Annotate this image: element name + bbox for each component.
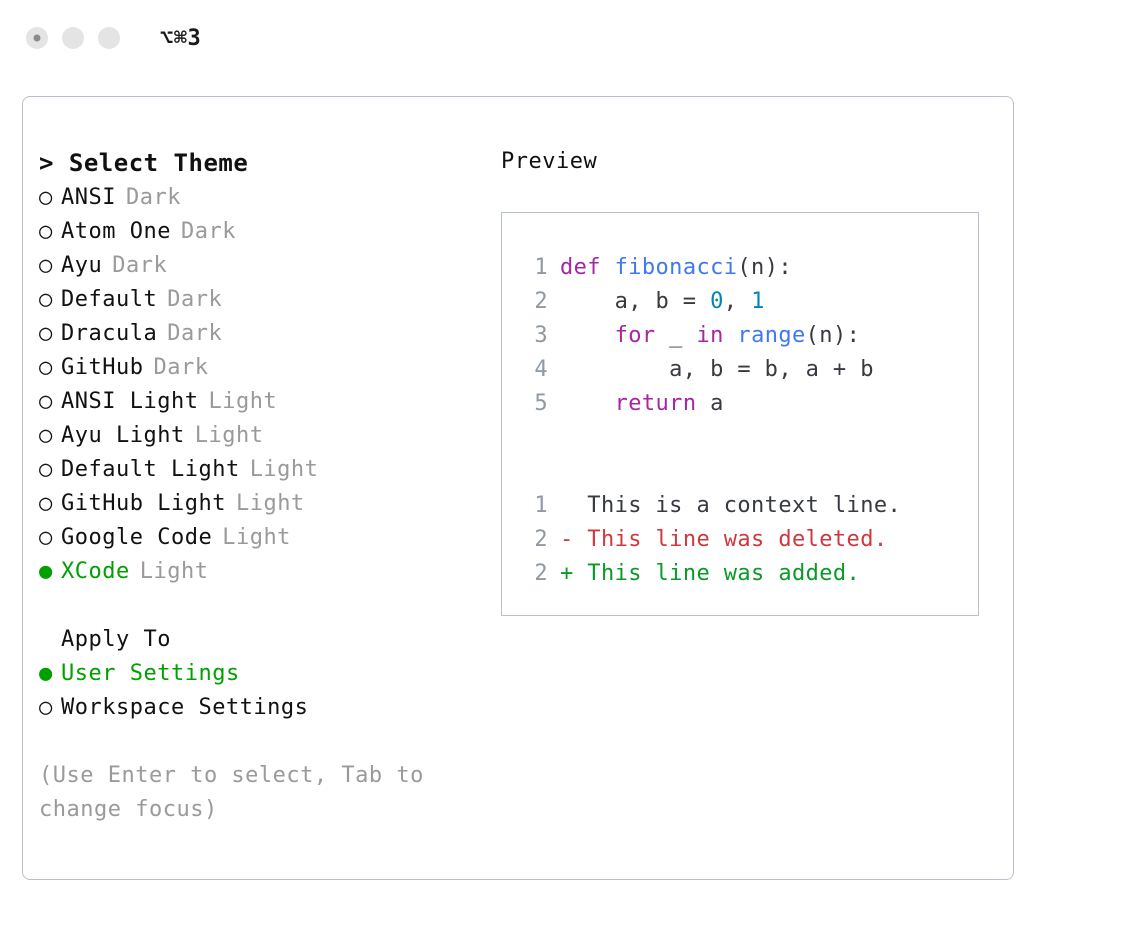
diff-line-added: [520, 557, 978, 591]
diff-text: This line was deleted.: [587, 527, 888, 552]
radio-icon[interactable]: ○: [39, 355, 53, 380]
theme-name: ANSI: [61, 185, 116, 210]
radio-icon[interactable]: ○: [39, 525, 53, 550]
theme-name: Google Code: [61, 525, 213, 550]
theme-variant: Light: [249, 457, 319, 482]
theme-list-item[interactable]: [39, 525, 479, 559]
theme-list-item[interactable]: [39, 287, 479, 321]
line-number: 1: [534, 255, 548, 280]
line-number: 4: [534, 357, 548, 382]
radio-icon[interactable]: ○: [39, 253, 53, 278]
theme-variant: Light: [222, 525, 291, 550]
keyboard-shortcut-label: ⌥⌘3: [160, 25, 202, 51]
theme-list-item[interactable]: [39, 321, 479, 355]
theme-variant: Light: [235, 491, 305, 516]
code-token: a: [696, 391, 724, 416]
theme-name: ANSI Light: [61, 389, 199, 414]
code-token: a, b = b, a + b: [560, 357, 874, 382]
preview-box: [501, 212, 979, 616]
blank-line: [520, 421, 978, 455]
theme-variant: Light: [194, 423, 264, 448]
diff-line-deleted: [520, 523, 978, 557]
theme-name: Atom One: [61, 219, 171, 244]
radio-icon[interactable]: ○: [39, 287, 53, 312]
code-token: 0: [710, 289, 724, 314]
title-bar: [0, 0, 1140, 76]
theme-name: Ayu: [61, 253, 103, 278]
line-number: 5: [534, 391, 548, 416]
theme-name: Default Light: [61, 457, 240, 482]
code-line: [520, 387, 978, 421]
code-line: [520, 319, 978, 353]
preview-title: Preview: [501, 149, 598, 174]
code-token: for: [614, 323, 656, 348]
apply-option-label: Workspace Settings: [61, 695, 309, 720]
code-token: fibonacci: [614, 255, 738, 280]
code-token: (n):: [737, 255, 792, 280]
theme-name: GitHub Light: [61, 491, 226, 516]
theme-name: Default: [61, 287, 158, 312]
window-minimize-dot[interactable]: [62, 27, 84, 49]
theme-name: Dracula: [61, 321, 158, 346]
theme-name: GitHub: [61, 355, 144, 380]
radio-icon[interactable]: ○: [39, 219, 53, 244]
code-token: in: [696, 323, 724, 348]
radio-icon[interactable]: ○: [39, 389, 53, 414]
code-token: (n):: [805, 323, 861, 348]
diff-marker: -: [560, 527, 588, 552]
radio-icon[interactable]: ●: [39, 661, 53, 686]
code-token: a, b =: [560, 289, 711, 314]
keyboard-hint: (Use Enter to select, Tab to change focus): [39, 763, 424, 822]
apply-option-workspace-settings[interactable]: [39, 695, 479, 729]
theme-list-item[interactable]: [39, 423, 479, 457]
diff-marker: +: [560, 561, 588, 586]
theme-list-item[interactable]: [39, 219, 479, 253]
radio-icon[interactable]: ○: [39, 185, 53, 210]
line-number: 2: [534, 527, 548, 552]
window-close-dot[interactable]: [26, 27, 48, 49]
theme-variant: Light: [208, 389, 278, 414]
spacer: [39, 593, 479, 627]
line-number: 2: [534, 289, 548, 314]
preview-column: [501, 149, 991, 616]
radio-icon[interactable]: ○: [39, 321, 53, 346]
code-line: [520, 285, 978, 319]
theme-list-item-selected[interactable]: [39, 559, 479, 593]
diff-text: This is a context line.: [587, 493, 902, 518]
diff-text: This line was added.: [587, 561, 861, 586]
diff-marker: [560, 489, 587, 523]
apply-to-options[interactable]: [39, 661, 479, 729]
theme-name: XCode: [61, 559, 130, 584]
code-token: [724, 319, 738, 353]
main-panel: [22, 96, 1014, 880]
theme-list[interactable]: [39, 185, 479, 593]
apply-option-user-settings[interactable]: [39, 661, 479, 695]
diff-line-context: [520, 489, 978, 523]
theme-variant: Dark: [153, 355, 209, 380]
line-number: 1: [534, 493, 548, 518]
code-token: def: [560, 255, 615, 280]
theme-variant: Dark: [125, 185, 181, 210]
theme-list-item[interactable]: [39, 185, 479, 219]
theme-selection-column: [39, 149, 479, 827]
apply-option-label: User Settings: [61, 661, 240, 686]
theme-name: Ayu Light: [61, 423, 185, 448]
radio-icon[interactable]: ○: [39, 423, 53, 448]
page-title: > Select Theme: [39, 149, 249, 177]
code-token: [560, 387, 615, 421]
code-token: range: [737, 323, 806, 348]
radio-icon[interactable]: ●: [39, 559, 53, 584]
theme-variant: Dark: [180, 219, 236, 244]
blank-line: [520, 455, 978, 489]
code-token: [560, 319, 615, 353]
code-token: ,: [723, 289, 752, 314]
line-number: 2: [534, 561, 548, 586]
code-line: [520, 251, 978, 285]
theme-list-item[interactable]: [39, 253, 479, 287]
theme-list-item[interactable]: [39, 457, 479, 491]
window-maximize-dot[interactable]: [98, 27, 120, 49]
radio-icon[interactable]: ○: [39, 695, 53, 720]
theme-variant: Dark: [167, 321, 223, 346]
code-token: _: [655, 323, 697, 348]
theme-variant: Dark: [112, 253, 168, 278]
code-token: return: [614, 391, 697, 416]
theme-list-item[interactable]: [39, 389, 479, 423]
theme-variant: Light: [139, 559, 209, 584]
theme-list-item[interactable]: [39, 491, 479, 525]
apply-to-heading: Apply To: [61, 627, 171, 652]
theme-variant: Dark: [167, 287, 223, 312]
radio-icon[interactable]: ○: [39, 457, 53, 482]
theme-list-item[interactable]: [39, 355, 479, 389]
code-line: [520, 353, 978, 387]
radio-icon[interactable]: ○: [39, 491, 53, 516]
code-token: 1: [751, 289, 765, 314]
line-number: 3: [534, 323, 548, 348]
